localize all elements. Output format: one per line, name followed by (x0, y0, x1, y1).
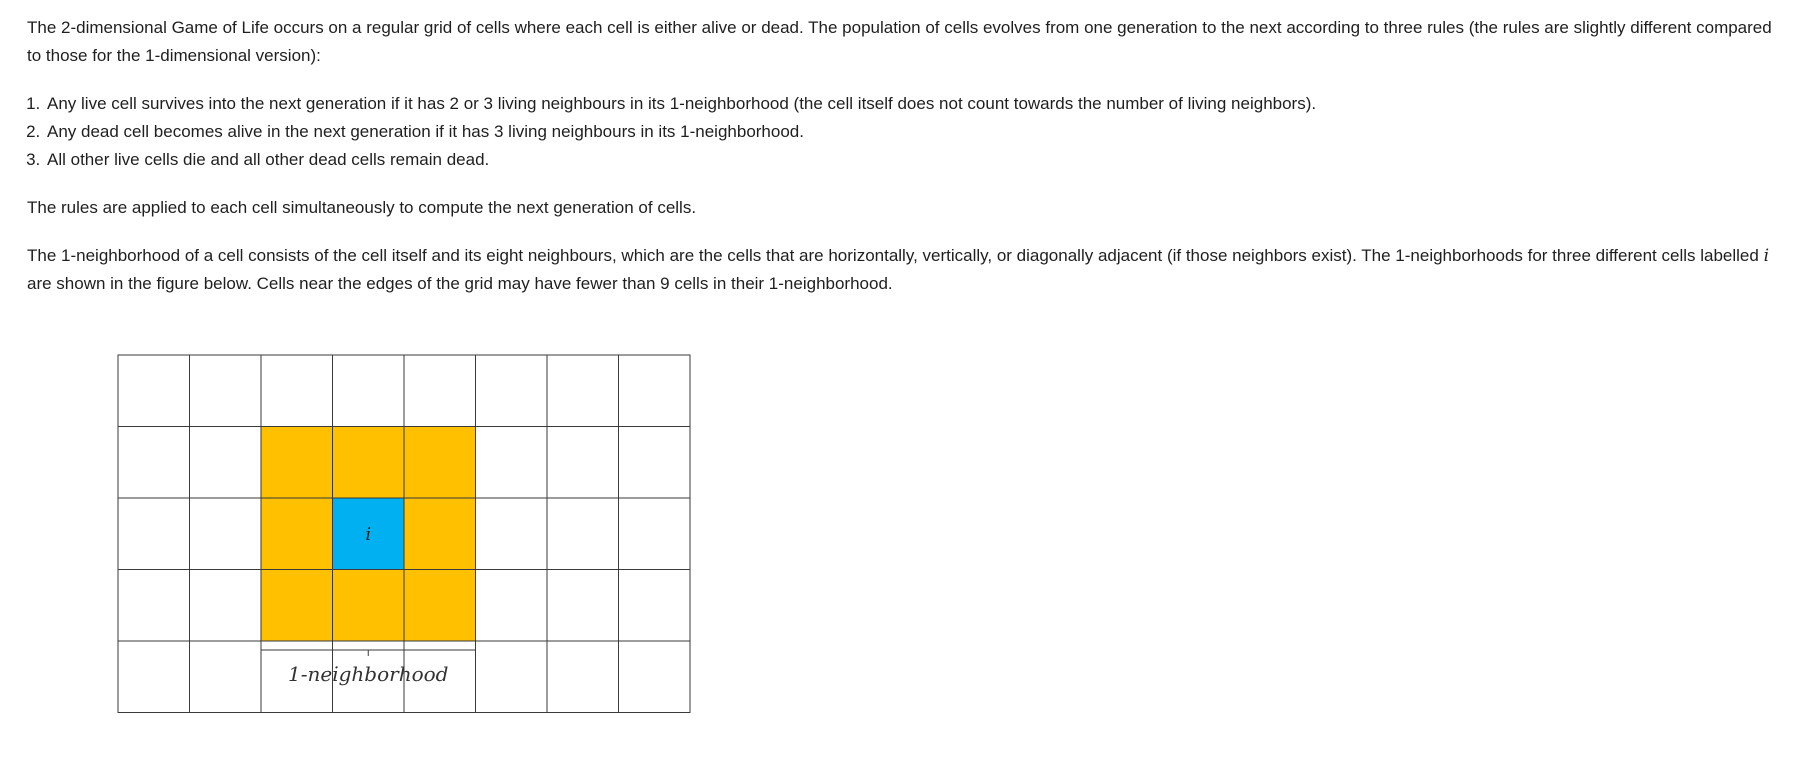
center-cell-label: i (365, 523, 372, 545)
grid-cell (547, 641, 619, 713)
neighborhood-cell (333, 570, 405, 642)
intro-paragraph: The 2-dimensional Game of Life occurs on a regular grid of cells where each cell is either alive or dead. The population of cells evolves from one generation to the next according to three rules (the rules are slightly different compared to those for the 1-dimensional version): (27, 18, 1772, 65)
grid-cell (190, 570, 262, 642)
grid-cell (547, 570, 619, 642)
grid-cell (476, 570, 548, 642)
grid-cell (619, 570, 691, 642)
grid-cell (333, 355, 405, 427)
neighborhood-cell (261, 570, 333, 642)
rule-item-2: 2. Any dead cell becomes alive in the next generation if it has 3 living neighbours in its 1-neighborhood. (45, 118, 1787, 146)
grid-cell (619, 641, 691, 713)
neighborhood-cell (404, 498, 476, 570)
neighborhood-cell (404, 570, 476, 642)
grid-cell (547, 355, 619, 427)
grid-cell (118, 355, 190, 427)
grid-cell (118, 641, 190, 713)
grid-cell (476, 427, 548, 499)
grid-cell (619, 427, 691, 499)
grid-cell (547, 427, 619, 499)
neighborhood-cell (261, 427, 333, 499)
neighborhood-caption: 1-neighborhood (288, 662, 449, 686)
grid-cell (118, 498, 190, 570)
neighborhood-cell (404, 427, 476, 499)
grid-cell (190, 427, 262, 499)
grid-cell (619, 355, 691, 427)
grid-cell (619, 498, 691, 570)
grid-cell (547, 498, 619, 570)
grid-cell (261, 355, 333, 427)
neighborhood-text-part2: are shown in the figure below. Cells near the edges of the grid may have fewer than 9 cells in their 1-neighborhood. (27, 274, 893, 293)
grid-cell (118, 427, 190, 499)
neighborhood-cell (261, 498, 333, 570)
grid-cell (190, 498, 262, 570)
grid-cell (190, 355, 262, 427)
grid-cell (476, 641, 548, 713)
math-variable-i: i (1763, 246, 1769, 266)
neighborhood-cell (333, 427, 405, 499)
rule-item-1: 1. Any live cell survives into the next generation if it has 2 or 3 living neighbours in its 1-neighborhood (the cell itself does not count towards the number of living neighbors). (45, 90, 1787, 118)
grid-cell (404, 355, 476, 427)
grid-cell (476, 355, 548, 427)
grid-cell (118, 570, 190, 642)
grid-cell (190, 641, 262, 713)
rule-item-3: 3. All other live cells die and all other dead cells remain dead. (45, 146, 1787, 174)
neighborhood-text-part1: The 1-neighborhood of a cell consists of the cell itself and its eight neighbours, which are the cells that are horizontally, vertically, or diagonally adjacent (if those neighbors exist). The 1-neighborhoods for three different cells labelled (27, 246, 1764, 265)
grid-cell (476, 498, 548, 570)
simultaneous-paragraph: The rules are applied to each cell simultaneously to compute the next generation of cells. (27, 198, 697, 217)
